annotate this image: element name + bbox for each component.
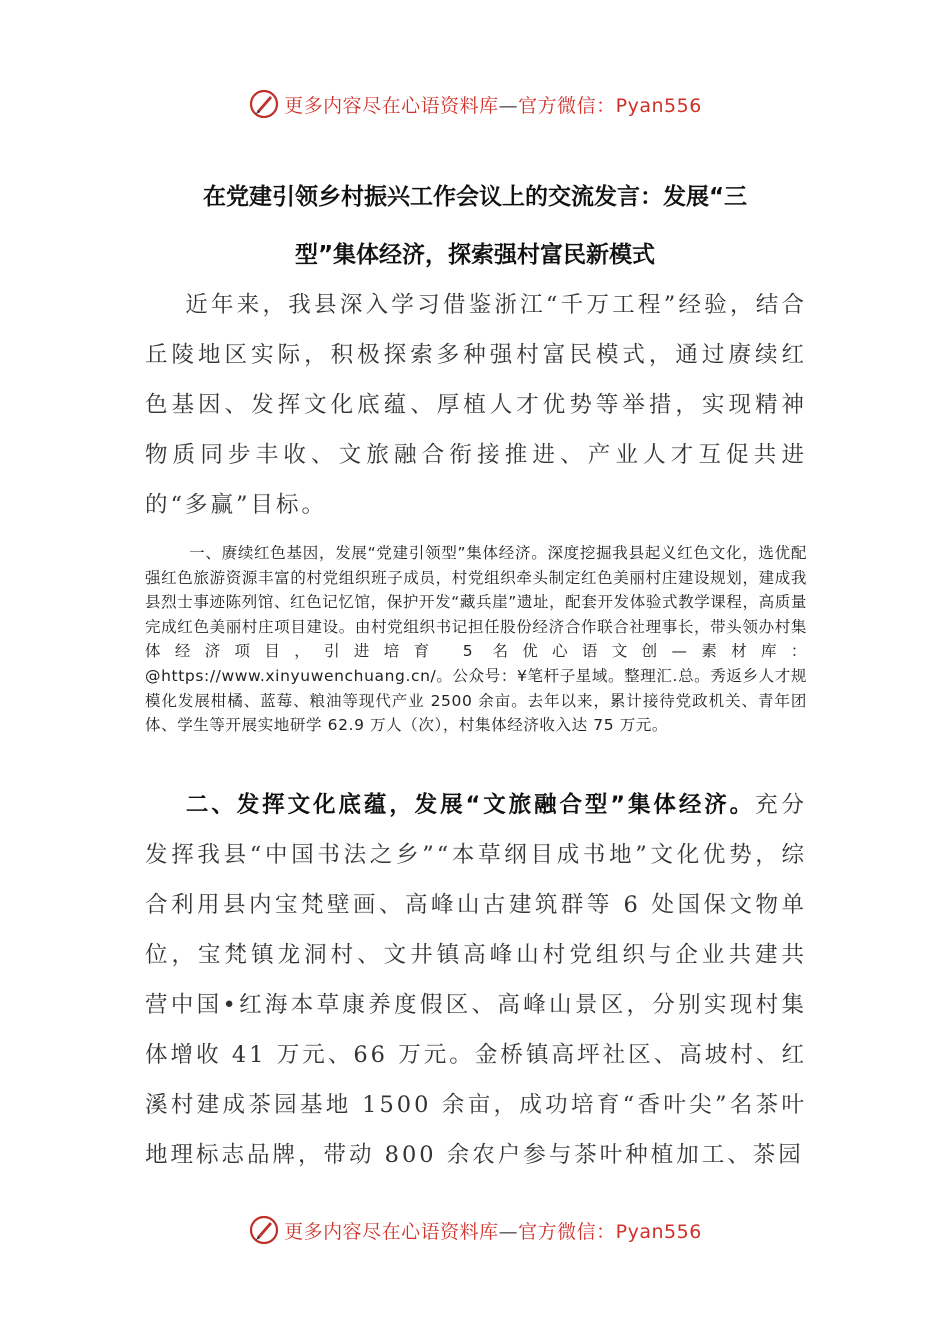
title-line-1: 在党建引领乡村振兴工作会议上的交流发言：发展“三 [202, 184, 748, 210]
section-two-paragraph: 二、发挥文化底蕴，发展“文旅融合型”集体经济。充分发挥我县“中国书法之乡”“本草纲目成书地”文化优势，综合利用县内宝梵壁画、高峰山古建筑群等 6 处国保文物单位，宝梵镇龙洞村、文井镇高峰山村党组织与企业共建共营中国•红海本草康养度假区、高峰山景区，分别实现村集体增收 41 万元、66 万元。金桥镇高坪社区、高坡村、红溪村建成茶园基地 1500 余亩，成功培育“香叶尖”名茶叶地理标志品牌，带动 800 余农户参与茶叶种植加工、茶园 [145, 792, 807, 1168]
title-line-2: 型”集体经济，探索强村富民新模式 [294, 242, 656, 268]
banner-text: 更多内容尽在心语资料库—官方微信：Pyan556 [284, 1220, 702, 1243]
intro-paragraph: 近年来，我县深入学习借鉴浙江“千万工程”经验，结合丘陵地区实际，积极探索多种强村富民模式，通过赓续红色基因、发挥文化底蕴、厚植人才优势等举措，实现精神物质同步丰收、文旅融合衔接推进、产业人才互促共进的“多赢”目标。 [145, 292, 807, 518]
header-banner [0, 84, 950, 124]
footer-banner [0, 1210, 950, 1250]
quill-logo-icon [248, 1214, 280, 1246]
banner-text: 更多内容尽在心语资料库—官方微信：Pyan556 [284, 94, 702, 117]
quill-logo-icon [248, 88, 280, 120]
section-two-heading: 二、发挥文化底蕴，发展“文旅融合型”集体经济。 [185, 792, 756, 818]
section-one-paragraph: 一、赓续红色基因，发展“党建引领型”集体经济。深度挖掘我县起义红色文化，选优配强红色旅游资源丰富的村党组织班子成员，村党组织牵头制定红色美丽村庄建设规划，建成我县烈士事迹陈列馆、红色记忆馆，保护开发“藏兵崖”遗址，配套开发体验式教学课程，高质量完成红色美丽村庄项目建设。由村党组织书记担任股份经济合作联合社理事长，带头领办村集体经济项目，引进培育 5 名优心语文创—素材库：@https://www.xinyuwenchuang.cn/。公众号：¥笔杆子星域。整理汇.总。秀返乡人才规模化发展柑橘、蓝莓、粮油等现代产业 2500 余亩。去年以来，累计接待党政机关、青年团体、学生等开展实地研学 62.9 万人（次），村集体经济收入达 75 万元。 [145, 544, 807, 735]
document-title [150, 168, 800, 284]
